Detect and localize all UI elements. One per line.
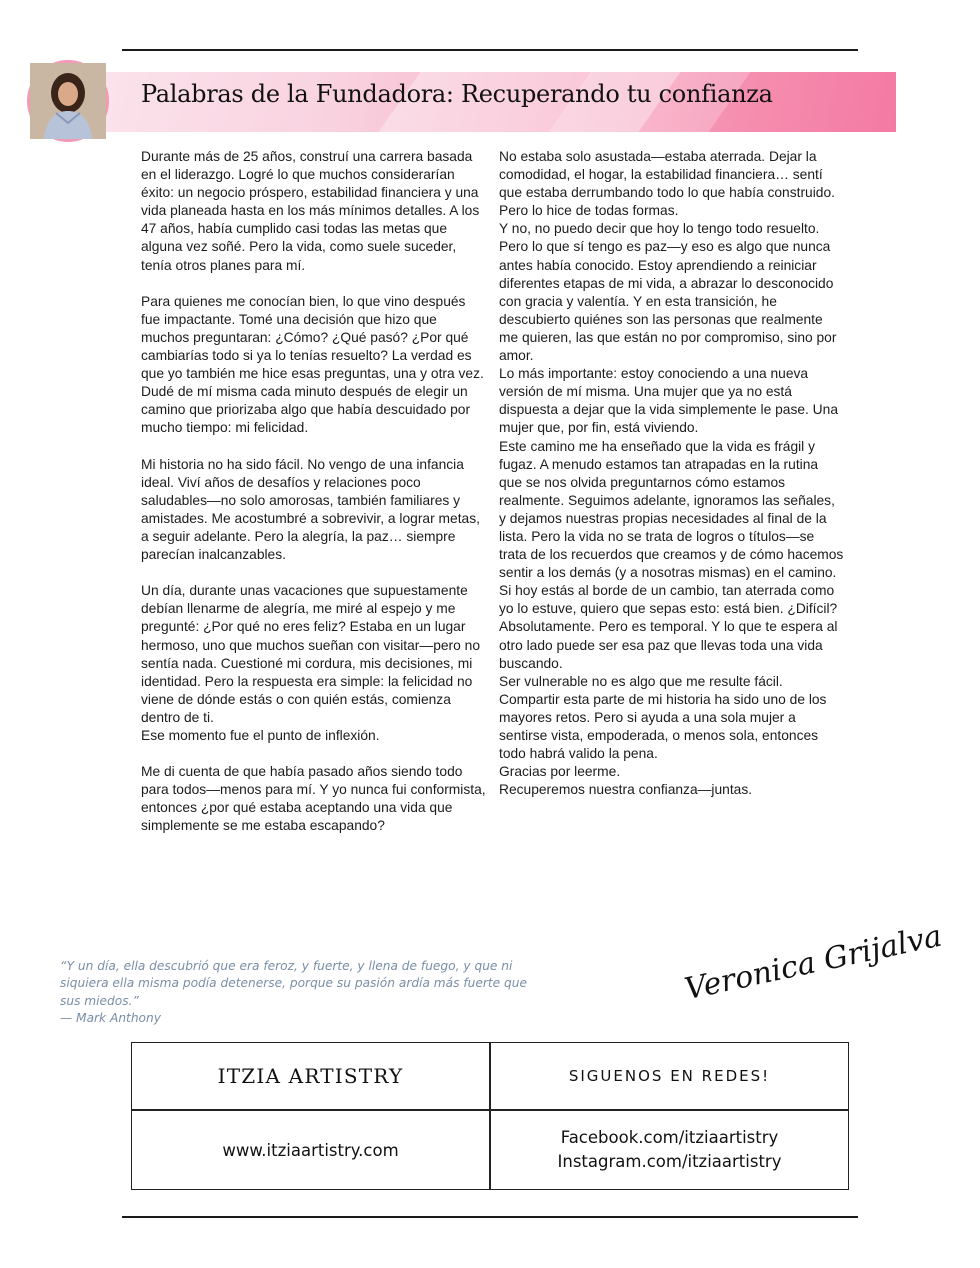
facebook-link[interactable]: Facebook.com/itziaartistry [560, 1128, 779, 1147]
paragraph: Durante más de 25 años, construí una carrera basada en el liderazgo. Logré lo que muchos considerarían éxito: un negocio próspero, estabilidad financiera y una vida planeada hasta en los más mínimos detalles. A los 47 años, había cumplido casi todas las metas que alguna vez soñé. Pero la vida, como suele suceder, tenía otros planes para mí. [141, 149, 480, 273]
paragraph: Ese momento fue el punto de inflexión. [141, 728, 380, 743]
paragraph: Me di cuenta de que había pasado años siendo todo para todos—menos para mí. Y yo nunca fui conformista, entonces ¿por qué estaba aceptando una vida que simplemente se me estaba escapando? [141, 764, 486, 834]
title-banner [96, 72, 896, 132]
paragraph: Y no, no puedo decir que hoy lo tengo todo resuelto. Pero lo que sí tengo es paz—y eso es algo que nunca antes había conocido. Estoy aprendiendo a reiniciar diferentes etapas de mi vida, a abrazar lo desconocido con gracia y valentía. Y en esta transición, he descubierto quiénes son las personas que realmente me quieren, las que están no por compromiso, sino por amor. [499, 221, 837, 364]
social-links [491, 1111, 848, 1189]
signature-icon [676, 918, 945, 1008]
paragraph: Gracias por leerme. [499, 764, 621, 780]
paragraph: Ser vulnerable no es algo que me resulte fácil. Compartir esta parte de mi historia ha sido uno de los mayores retos. Pero si ayuda a una sola mujer a sentirse vista, empoderada, o menos sola, entonces todo habrá valido la pena. [499, 673, 827, 762]
bottom-divider [122, 1216, 858, 1218]
paragraph: No estaba solo asustada—estaba aterrada. Dejar la comodidad, el hogar, la estabilidad financiera… sentí que estaba derrumbando todo lo que había construido. [499, 149, 835, 201]
founder-portrait-icon [30, 63, 106, 139]
paragraph: Recuperemos nuestra confianza—juntas. [499, 782, 753, 798]
paragraph: Un día, durante unas vacaciones que supuestamente debían llenarme de alegría, me miré al espejo y me pregunté: ¿Por qué no eres feliz? Estaba en un lugar hermoso, uno que muchos sueñan con visitar—pero no sentía nada. Cuestioné mi cordura, mis decisiones, mi identidad. Pero la respuesta era simple: la felicidad no viene de dónde estás o con quién estás, comienza dentro de ti. [141, 583, 480, 725]
article-right-column [499, 148, 844, 799]
signature-text: Veronica Grijalva [681, 918, 945, 1008]
founder-avatar [27, 60, 109, 142]
paragraph: Si hoy estás al borde de un cambio, tan aterrada como yo lo estuve, quiero que sepas esto: está bien. ¿Difícil? Absolutamente. Pero es temporal. Y lo que te espera al otro lado puede ser esa paz que llevas toda una vida buscando. [499, 583, 838, 671]
brand-name: ITZIA ARTISTRY [217, 1064, 404, 1088]
paragraph: Para quienes me conocían bien, lo que vino después fue impactante. Tomé una decisión que hizo que muchos preguntaran: ¿Cómo? ¿Qué pasó? ¿Por qué cambiarías todo si ya lo tenías resuelto? La verdad es que yo también me hice esas preguntas, una y otra vez. Dudé de mí misma cada minuto después de elegir un camino que priorizaba algo que había descuidado por mucho tiempo: mi felicidad. [141, 293, 484, 436]
quote-text: “Y un día, ella descubrió que era feroz, y fuerte, y llena de fuego, y que ni siquiera ella misma podía detenerse, porque su pasión ardía más fuerte que sus miedos.” [60, 959, 527, 1008]
social-heading: SIGUENOS EN REDES! [568, 1067, 771, 1085]
paragraph: Lo más importante: estoy conociendo a una nueva versión de mí misma. Una mujer que ya no está dispuesta a dejar que la vida simplemente le pase. Una mujer que, por fin, está viviendo. [499, 366, 838, 436]
footer-contact-table [131, 1042, 849, 1190]
paragraph: Mi historia no ha sido fácil. No vengo de una infancia ideal. Viví años de desafíos y relaciones poco saludables—no solo amorosas, también familiares y amistades. Me acostumbré a sobrevivir, a lograr metas, a seguir adelante. Pero la alegría, la paz… siempre parecían inalcanzables. [141, 456, 480, 563]
quote-block [60, 958, 540, 1028]
paragraph: Pero lo hice de todas formas. [499, 203, 679, 219]
page-title: Palabras de la Fundadora: Recuperando tu confianza [141, 80, 773, 108]
article-left-column [141, 148, 486, 836]
instagram-link[interactable]: Instagram.com/itziaartistry [557, 1152, 782, 1171]
website-link[interactable]: www.itziaartistry.com [222, 1140, 399, 1160]
quote-author: — Mark Anthony [60, 1011, 161, 1026]
paragraph: Este camino me ha enseñado que la vida es frágil y fugaz. A menudo estamos tan atrapadas en la rutina que se nos olvida preguntarnos cómo estamos realmente. Seguimos adelante, ignoramos las señales, y dejamos nuestras propias necesidades al final de la lista. Pero la vida no se trata de logros o títulos—se trata de los recuerdos que creamos y de cómo hacemos sentir a los demás (y a nosotras mismas) en el camino. [499, 438, 844, 581]
top-divider [122, 49, 858, 51]
